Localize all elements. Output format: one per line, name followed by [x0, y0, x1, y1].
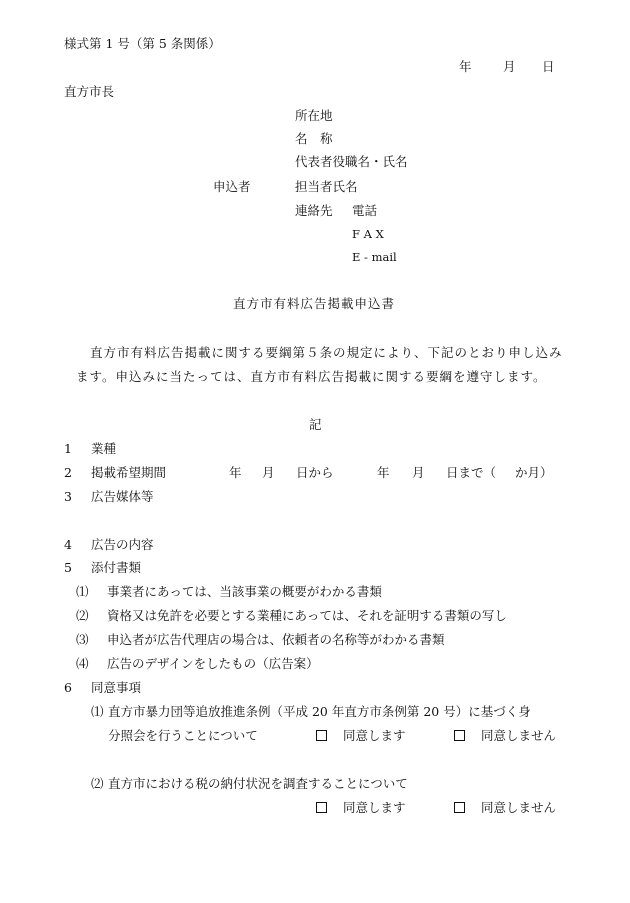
- consent-1-line-2: 分照会を行うことについて: [108, 728, 258, 743]
- period-to-month: 月: [412, 465, 425, 480]
- item-4-label: 広告の内容: [91, 537, 154, 552]
- consent-2-agree-checkbox[interactable]: [316, 802, 327, 813]
- attachment-4-number: ⑷: [76, 656, 89, 671]
- item-5-label: 添付書類: [91, 560, 142, 575]
- consent-1-agree-option[interactable]: [316, 730, 406, 743]
- attachment-2-text: 資格又は免許を必要とする業種にあっては、それを証明する書類の写し: [107, 608, 507, 623]
- applicant-label: 申込者: [213, 179, 251, 194]
- consent-1-disagree-label: 同意しません: [480, 728, 556, 743]
- applicant-address-label: 所在地: [295, 108, 333, 123]
- item-2-number: 2: [64, 465, 72, 480]
- applicant-email-label: E - mail: [352, 250, 397, 264]
- consent-2-line-1: 直方市における税の納付状況を調査することについて: [108, 776, 408, 791]
- consent-2-agree-label: 同意します: [342, 800, 406, 815]
- attachment-4-text: 広告のデザインをしたもの（広告案）: [107, 656, 319, 671]
- addressee: 直方市長: [64, 84, 115, 99]
- applicant-representative-label: 代表者役職名・氏名: [295, 154, 408, 169]
- period-from-month: 月: [262, 465, 275, 480]
- period-from-day: 日から: [296, 465, 334, 480]
- applicant-name-label: 名 称: [295, 131, 333, 146]
- period-from-year: 年: [229, 465, 242, 480]
- period-to-year: 年: [377, 465, 390, 480]
- item-6-label: 同意事項: [91, 680, 142, 695]
- period-months: か月）: [515, 465, 553, 480]
- consent-1-disagree-option[interactable]: [454, 730, 556, 743]
- item-3-number: 3: [64, 489, 72, 504]
- ki-heading: 記: [309, 417, 322, 432]
- consent-2-agree-option[interactable]: [316, 802, 406, 815]
- form-number: 様式第 1 号（第 5 条関係）: [64, 36, 221, 51]
- item-1-number: 1: [64, 441, 72, 456]
- consent-1-agree-checkbox[interactable]: [316, 730, 327, 741]
- document-title: 直方市有料広告掲載申込書: [233, 296, 396, 311]
- attachment-1-number: ⑴: [76, 584, 89, 599]
- applicant-phone-label: 電話: [352, 203, 378, 218]
- consent-1-number: ⑴: [91, 704, 104, 719]
- attachment-2-number: ⑵: [76, 608, 89, 623]
- item-3-label: 広告媒体等: [91, 489, 154, 504]
- item-5-number: 5: [64, 560, 72, 575]
- attachment-1-text: 事業者にあっては、当該事業の概要がわかる書類: [107, 584, 382, 599]
- item-1-label: 業種: [91, 441, 117, 456]
- intro-line-2: ます。申込みに当たっては、直方市有料広告掲載に関する要綱を遵守します。: [76, 369, 547, 384]
- date-day: 日: [542, 59, 555, 74]
- consent-1-line-1: 直方市暴力団等追放推進条例（平成 20 年直方市条例第 20 号）に基づく身: [108, 704, 531, 719]
- consent-2-disagree-label: 同意しません: [480, 800, 556, 815]
- applicant-contact-label: 連絡先: [295, 203, 333, 218]
- item-4-number: 4: [64, 537, 72, 552]
- attachment-3-text: 申込者が広告代理店の場合は、依頼者の名称等がわかる書類: [107, 632, 445, 647]
- applicant-fax-label: F A X: [352, 227, 384, 241]
- consent-1-agree-label: 同意します: [342, 728, 406, 743]
- date-month: 月: [503, 59, 516, 74]
- consent-1-disagree-checkbox[interactable]: [454, 730, 465, 741]
- consent-2-number: ⑵: [91, 776, 104, 791]
- item-2-label: 掲載希望期間: [91, 465, 167, 480]
- intro-line-1: 直方市有料広告掲載に関する要綱第５条の規定により、下記のとおり申し込み: [90, 345, 563, 360]
- period-to-day: 日まで（: [446, 465, 497, 480]
- consent-2-disagree-checkbox[interactable]: [454, 802, 465, 813]
- item-6-number: 6: [64, 680, 72, 695]
- date-year: 年: [459, 59, 472, 74]
- consent-2-disagree-option[interactable]: [454, 802, 556, 815]
- applicant-person-in-charge-label: 担当者氏名: [295, 179, 358, 194]
- attachment-3-number: ⑶: [76, 632, 89, 647]
